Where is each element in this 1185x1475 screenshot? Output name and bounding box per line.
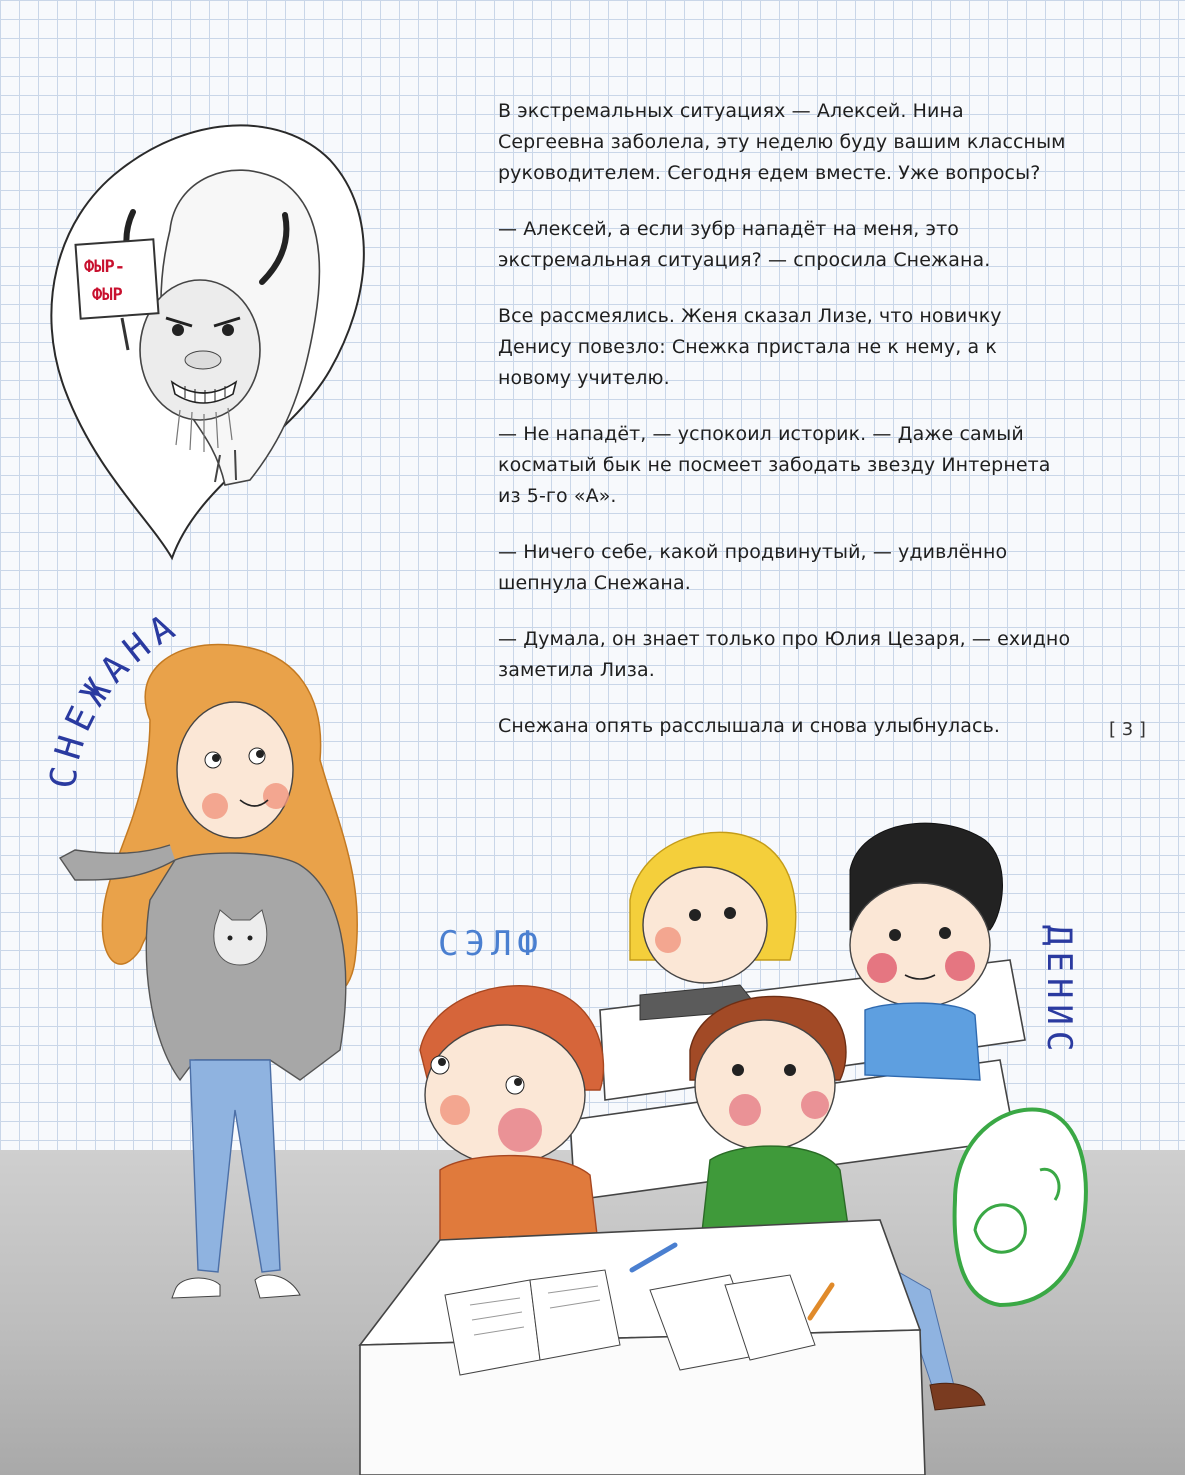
page-number: [ 3 ] <box>1109 719 1146 740</box>
self-figure <box>420 986 603 1270</box>
paragraph: В экстремальных ситуациях — Алексей. Нина Сергеевна заболела, эту неделю буду вашим классным руководителем. Сегодня едем вместе. Уже вопросы? <box>498 100 1066 184</box>
snezhana-figure <box>60 644 357 1298</box>
front-desk <box>360 1220 925 1475</box>
paragraph: — Думала, он знает только про Юлия Цезаря, — ехидно заметила Лиза. <box>498 628 1071 681</box>
paragraph: — Не нападёт, — успокоил историк. — Даже самый косматый бык не посмеет забодать звезду Интернета из 5-го «А». <box>498 423 1051 507</box>
paragraph: Все рассмеялись. Женя сказал Лизе, что новичку Денису повезло: Снежка пристала не к нему, а к новому учителю. <box>498 305 1002 389</box>
paragraph: — Ничего себе, какой продвинутый, — удивлённо шепнула Снежана. <box>498 541 1008 594</box>
backpack <box>955 1110 1086 1305</box>
paragraph: — Алексей, а если зубр нападёт на меня, это экстремальная ситуация? — спросила Снежана. <box>498 218 991 271</box>
label-denis: ДЕНИС <box>1039 925 1079 1058</box>
paragraph: Снежана опять расслышала и снова улыбнулась. <box>498 715 1001 737</box>
label-snezhana-text: СНЕЖАНА <box>42 603 188 792</box>
sign-text-line2: ФЫР <box>92 285 123 305</box>
sign-text-line1: ФЫР- <box>84 257 125 277</box>
label-self: СЭЛФ <box>438 924 544 964</box>
